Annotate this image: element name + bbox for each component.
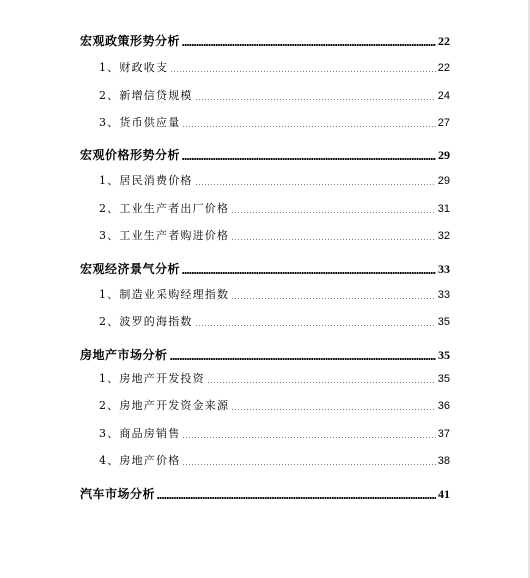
dot-leader (231, 298, 436, 299)
toc-entry-section[interactable] (80, 147, 450, 163)
toc-entry-page: 33 (437, 289, 450, 301)
toc-entry-page: 38 (437, 455, 450, 467)
toc-entry-page: 32 (437, 230, 450, 242)
toc-entry-label: 2、波罗的海指数 (99, 315, 193, 328)
dot-leader (182, 437, 435, 438)
dot-leader (231, 239, 436, 240)
toc-entry-label: 1、财政收支 (99, 61, 169, 74)
toc-entry-sub[interactable] (80, 228, 450, 244)
toc-entry-label: 宏观经济景气分析 (80, 262, 181, 276)
dot-leader (170, 71, 436, 72)
dot-leader (157, 497, 436, 499)
toc-entry-page: 24 (437, 90, 450, 102)
toc-entry-page: 35 (437, 316, 450, 328)
toc-entry-label: 房地产市场分析 (80, 348, 168, 362)
toc-entry-sub[interactable] (80, 88, 450, 104)
toc-entry-page: 31 (437, 203, 450, 215)
toc-entry-label: 3、工业生产者购进价格 (99, 229, 230, 242)
toc-entry-page: 33 (438, 262, 450, 276)
toc-entry-page: 27 (437, 117, 450, 129)
toc-entry-page: 35 (437, 373, 450, 385)
toc-entry-page: 37 (437, 428, 450, 440)
toc-entry-section[interactable] (80, 261, 450, 277)
dot-leader (195, 184, 436, 185)
dot-leader (182, 158, 436, 160)
toc-entry-page: 22 (438, 34, 450, 48)
dot-leader (182, 464, 435, 465)
toc-entry-section[interactable] (80, 33, 450, 49)
toc-entry-page: 22 (437, 62, 450, 74)
toc-entry-section[interactable] (80, 486, 450, 502)
toc-entry-label: 2、工业生产者出厂价格 (99, 202, 230, 215)
dot-leader (182, 272, 436, 274)
toc-entry-label: 2、房地产开发资金来源 (99, 399, 230, 412)
toc-entry-sub[interactable] (80, 371, 450, 387)
dot-leader (170, 358, 436, 360)
toc-entry-section[interactable] (80, 347, 450, 363)
toc-entry-sub[interactable] (80, 287, 450, 303)
toc-entry-label: 3、商品房销售 (99, 427, 181, 440)
toc-entry-label: 1、居民消费价格 (99, 174, 193, 187)
dot-leader (195, 99, 436, 100)
toc-entry-label: 1、房地产开发投资 (99, 372, 205, 385)
toc-entry-label: 汽车市场分析 (80, 487, 156, 501)
dot-leader (182, 44, 436, 46)
dot-leader (182, 126, 435, 127)
toc-entry-page: 41 (438, 487, 450, 501)
toc-entry-sub[interactable] (80, 201, 450, 217)
toc-entry-sub[interactable] (80, 173, 450, 189)
dot-leader (207, 382, 436, 383)
toc-entry-label: 3、货币供应量 (99, 116, 181, 129)
toc-entry-page: 29 (437, 175, 450, 187)
toc-entry-label: 2、新增信贷规模 (99, 89, 193, 102)
toc-entry-sub[interactable] (80, 115, 450, 131)
toc-entry-sub[interactable] (80, 398, 450, 414)
toc-entry-sub[interactable] (80, 453, 450, 469)
toc-entry-page: 29 (438, 148, 450, 162)
dot-leader (231, 212, 436, 213)
dot-leader (231, 409, 436, 410)
toc-entry-page: 35 (438, 348, 450, 362)
toc-entry-page: 36 (437, 400, 450, 412)
dot-leader (195, 325, 436, 326)
toc-entry-sub[interactable] (80, 426, 450, 442)
toc-entry-sub[interactable] (80, 314, 450, 330)
toc-entry-label: 1、制造业采购经理指数 (99, 288, 230, 301)
toc-entry-label: 4、房地产价格 (99, 454, 181, 467)
toc-entry-label: 宏观价格形势分析 (80, 148, 181, 162)
toc-entry-label: 宏观政策形势分析 (80, 34, 181, 48)
toc-entry-sub[interactable] (80, 60, 450, 76)
